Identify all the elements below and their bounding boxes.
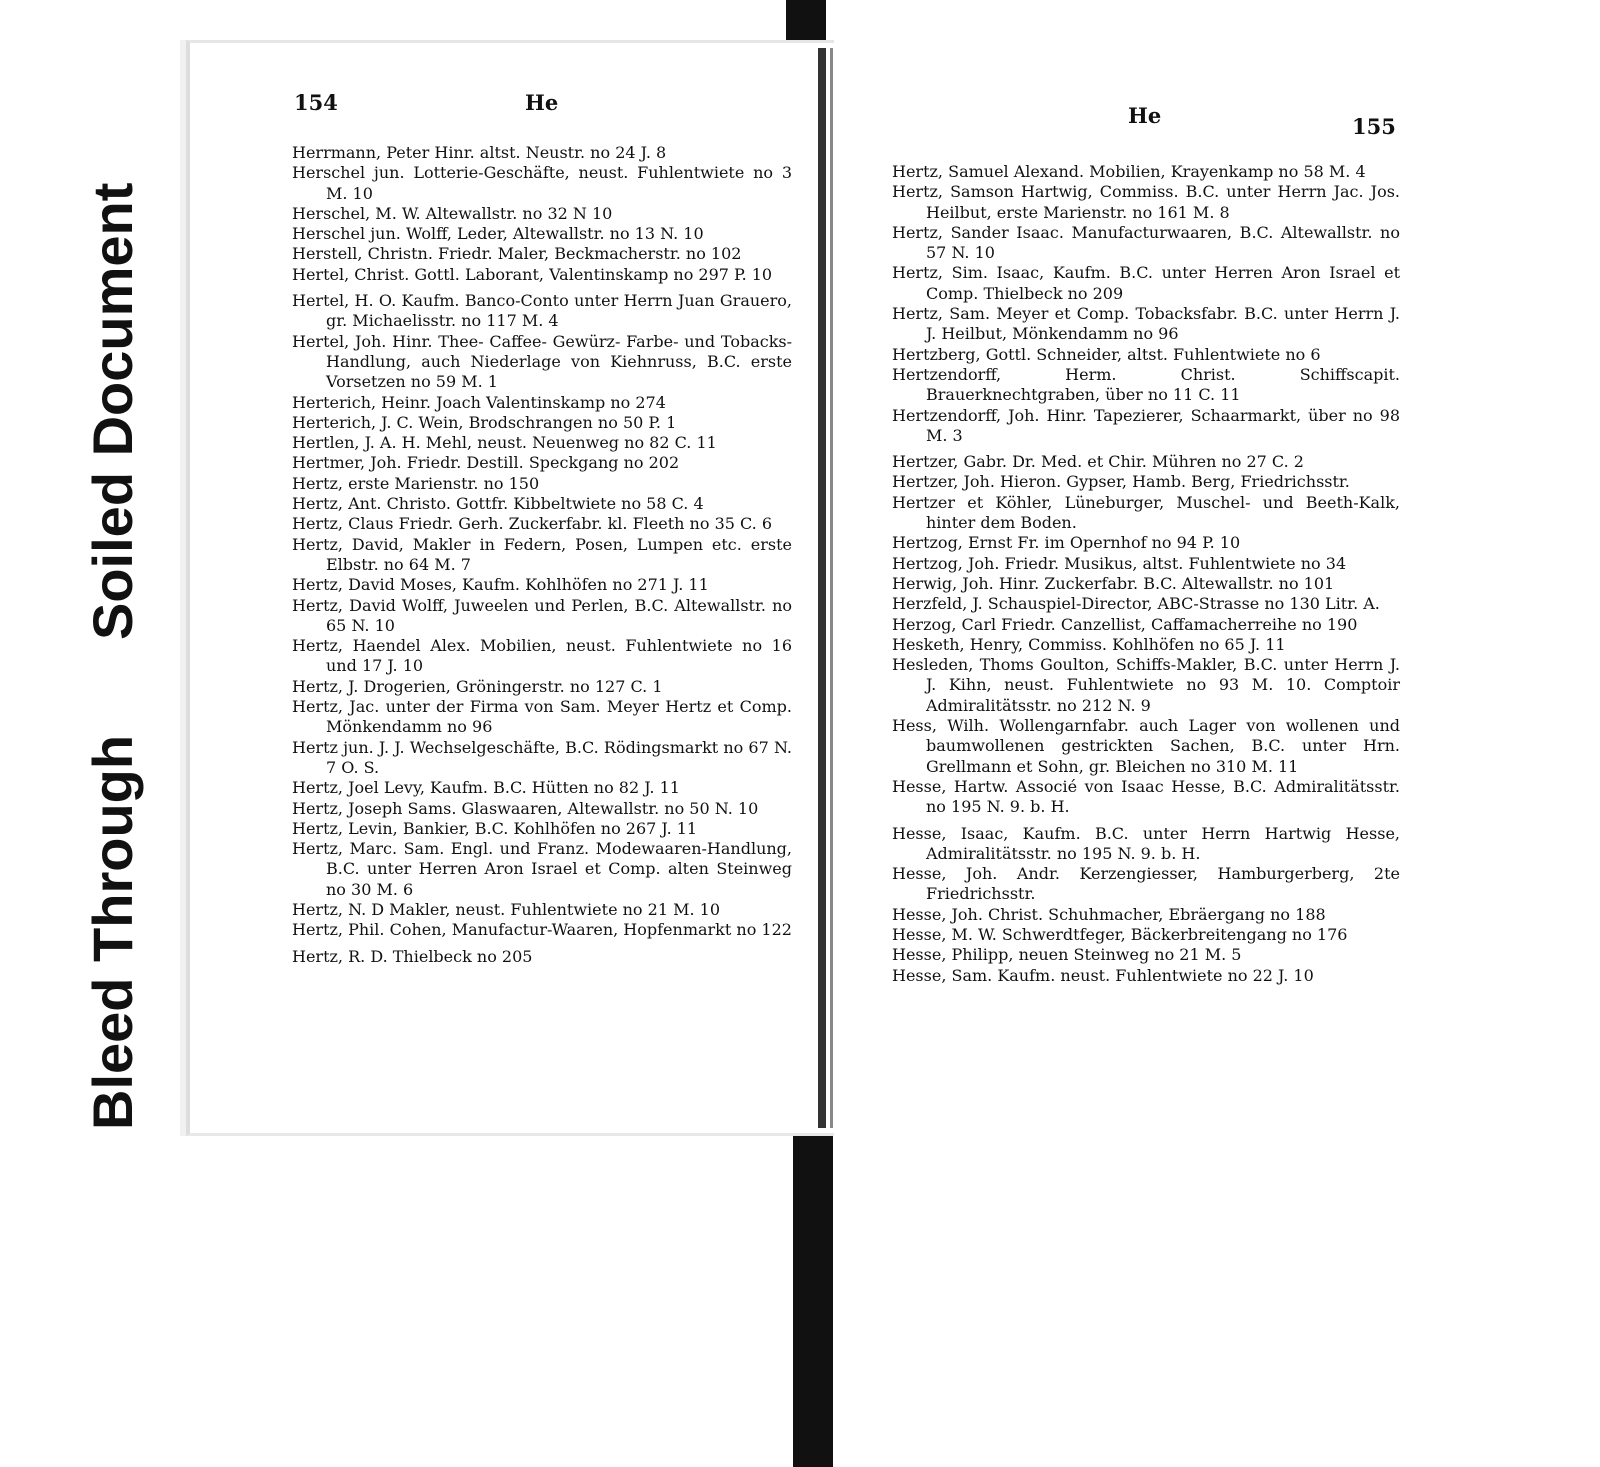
directory-entry: Herrmann, Peter Hinr. altst. Neustr. no 24 J. 8: [292, 143, 667, 162]
directory-entry: Hertz, Samuel Alexand. Mobilien, Krayenkamp no 58 M. 4: [892, 162, 1366, 181]
directory-entry: Hertz, Sam. Meyer et Comp. Tobacksfabr. B.C. unter Herrn J. J. Heilbut, Mönkendamm no 96: [892, 304, 1400, 344]
directory-entry: Hertzendorff, Joh. Hinr. Tapezierer, Schaarmarkt, über no 98 M. 3: [892, 405, 1400, 445]
directory-entry: Hesse, M. W. Schwerdtfeger, Bäckerbreitengang no 176: [892, 924, 1348, 944]
directory-entry: Hertz jun. J. J. Wechselgeschäfte, B.C. Rödingsmarkt no 67 N. 7 O. S.: [292, 737, 792, 777]
directory-entry: Hertzog, Ernst Fr. im Opernhof no 94 P. 10: [892, 533, 1241, 553]
directory-entry: Hertz, Haendel Alex. Mobilien, neust. Fuhlentwiete no 16 und 17 J. 10: [292, 636, 792, 676]
directory-entry: Hertz, Joel Levy, Kaufm. B.C. Hütten no 82 J. 11: [292, 778, 680, 798]
left-page-number: 154: [294, 90, 338, 115]
directory-entry: Hertz, J. Drogerien, Gröningerstr. no 127 C. 1: [292, 676, 663, 696]
directory-entry: Hesse, Philipp, neuen Steinweg no 21 M. 5: [892, 945, 1242, 965]
directory-entry: Hertzendorff, Herm. Christ. Schiffscapit. Brauerknechtgraben, über no 11 C. 11: [892, 364, 1400, 405]
directory-entry: Herzfeld, J. Schauspiel-Director, ABC-Strasse no 130 Litr. A.: [892, 594, 1380, 614]
directory-entry: Hertzog, Joh. Friedr. Musikus, altst. Fuhlentwiete no 34: [892, 553, 1347, 573]
directory-entry: Hesse, Sam. Kaufm. neust. Fuhlentwiete no 22 J. 10: [892, 965, 1314, 985]
directory-entry: Hertz, R. D. Thielbeck no 205: [292, 946, 533, 966]
right-page-header: He: [1128, 103, 1162, 128]
directory-entry: Hess, Wilh. Wollengarnfabr. auch Lager von wollenen und baumwollenen gestrickten Sachen, B.C. unter Hrn. Grellmann et Sohn, gr. Bleichen no 310 M. 11: [892, 716, 1400, 776]
directory-entry: Hesse, Joh. Christ. Schuhmacher, Ebräergang no 188: [892, 904, 1326, 924]
directory-entry: Hertz, Levin, Bankier, B.C. Kohlhöfen no 267 J. 11: [292, 818, 698, 838]
left-page-header: He: [525, 90, 559, 115]
directory-entry: Hertel, Christ. Gottl. Laborant, Valentinskamp no 297 P. 10: [292, 264, 773, 284]
directory-entry: Hertel, Joh. Hinr. Thee- Caffee- Gewürz- Farbe- und Tobacks-Handlung, auch Niederlage von Kiehnruss, B.C. erste Vorsetzen no 59 M. 1: [292, 331, 792, 392]
directory-entry: Hertz, Ant. Christo. Gottfr. Kibbeltwiete no 58 C. 4: [292, 494, 704, 514]
directory-entry: Hesleden, Thoms Goulton, Schiffs-Makler, B.C. unter Herrn J. J. Kihn, neust. Fuhlentwiete no 93 M. 10. Comptoir Admiralitätsstr. no 212 N. 9: [892, 655, 1400, 715]
stamp-soiled-document: Soiled Document: [81, 182, 144, 640]
directory-entry: Hertzer, Joh. Hieron. Gypser, Hamb. Berg, Friedrichsstr.: [892, 472, 1350, 492]
right-entries: [892, 162, 1400, 986]
directory-entry: Hertmer, Joh. Friedr. Destill. Speckgang no 202: [292, 453, 680, 473]
directory-entry: Herschel jun. Wolff, Leder, Altewallstr. no 13 N. 10: [292, 224, 704, 244]
directory-entry: Hesse, Hartw. Associé von Isaac Hesse, B.C. Admiralitätsstr. no 195 N. 9. b. H.: [892, 776, 1400, 817]
directory-entry: Herschel jun. Lotterie-Geschäfte, neust. Fuhlentwiete no 3 M. 10: [292, 163, 792, 203]
directory-entry: Hertz, Jac. unter der Firma von Sam. Meyer Hertz et Comp. Mönkendamm no 96: [292, 697, 792, 737]
binding-strip-bottom: [793, 1125, 833, 1467]
directory-entry: Hertz, Sander Isaac. Manufacturwaaren, B.C. Altewallstr. no 57 N. 10: [892, 222, 1400, 263]
directory-entry: Herwig, Joh. Hinr. Zuckerfabr. B.C. Altewallstr. no 101: [892, 573, 1335, 593]
directory-entry: Hertzberg, Gottl. Schneider, altst. Fuhlentwiete no 6: [892, 344, 1321, 364]
directory-entry: Herterich, J. C. Wein, Brodschrangen no 50 P. 1: [292, 412, 677, 432]
directory-entry: Hertz, erste Marienstr. no 150: [292, 473, 540, 493]
directory-entry: Herstell, Christn. Friedr. Maler, Beckmacherstr. no 102: [292, 244, 742, 264]
directory-entry: Hertel, H. O. Kaufm. Banco-Conto unter Herrn Juan Grauero, gr. Michaelisstr. no 117 M. 4: [292, 291, 792, 331]
book-gutter: [818, 48, 826, 1128]
directory-entry: Hertlen, J. A. H. Mehl, neust. Neuenweg no 82 C. 11: [292, 433, 717, 453]
directory-entry: Herterich, Heinr. Joach Valentinskamp no 274: [292, 392, 666, 412]
directory-entry: Hertz, Claus Friedr. Gerh. Zuckerfabr. kl. Fleeth no 35 C. 6: [292, 514, 773, 534]
right-page-number: 155: [1352, 114, 1396, 139]
directory-entry: Hertz, Phil. Cohen, Manufactur-Waaren, Hopfenmarkt no 122: [292, 920, 792, 940]
directory-entry: Hertz, David Moses, Kaufm. Kohlhöfen no 271 J. 11: [292, 575, 709, 595]
directory-entry: Herschel, M. W. Altewallstr. no 32 N 10: [292, 203, 613, 223]
directory-entry: Hesse, Isaac, Kaufm. B.C. unter Herrn Hartwig Hesse, Admiralitätsstr. no 195 N. 9. b. H.: [892, 823, 1400, 863]
directory-entry: Hertz, David, Makler in Federn, Posen, Lumpen etc. erste Elbstr. no 64 M. 7: [292, 534, 792, 574]
directory-entry: Hertz, Marc. Sam. Engl. und Franz. Modewaaren-Handlung, B.C. unter Herren Aron Israel et Comp. alten Steinweg no 30 M. 6: [292, 839, 792, 899]
directory-entry: Hertzer, Gabr. Dr. Med. et Chir. Mühren no 27 C. 2: [892, 452, 1304, 472]
stamp: [40, 60, 160, 1130]
directory-entry: Hesse, Joh. Andr. Kerzengiesser, Hamburgerberg, 2te Friedrichsstr.: [892, 864, 1400, 904]
directory-entry: Hertz, N. D Makler, neust. Fuhlentwiete no 21 M. 10: [292, 899, 720, 919]
book-gutter-edge: [830, 48, 833, 1128]
directory-entry: Hesketh, Henry, Commiss. Kohlhöfen no 65 J. 11: [892, 634, 1286, 654]
directory-entry: Hertz, Sim. Isaac, Kaufm. B.C. unter Herren Aron Israel et Comp. Thielbeck no 209: [892, 263, 1400, 303]
directory-entry: Hertz, Joseph Sams. Glaswaaren, Altewallstr. no 50 N. 10: [292, 798, 759, 818]
stamp-bleed-through: Bleed Through: [81, 734, 144, 1130]
directory-entry: Hertz, Samson Hartwig, Commiss. B.C. unter Herrn Jac. Jos. Heilbut, erste Marienstr. no 161 M. 8: [892, 182, 1400, 222]
directory-entry: Hertz, David Wolff, Juweelen und Perlen, B.C. Altewallstr. no 65 N. 10: [292, 595, 792, 635]
left-entries: [292, 143, 792, 967]
directory-entry: Herzog, Carl Friedr. Canzellist, Caffamacherreihe no 190: [892, 614, 1358, 634]
directory-entry: Hertzer et Köhler, Lüneburger, Muschel- und Beeth-Kalk, hinter dem Boden.: [892, 492, 1400, 533]
